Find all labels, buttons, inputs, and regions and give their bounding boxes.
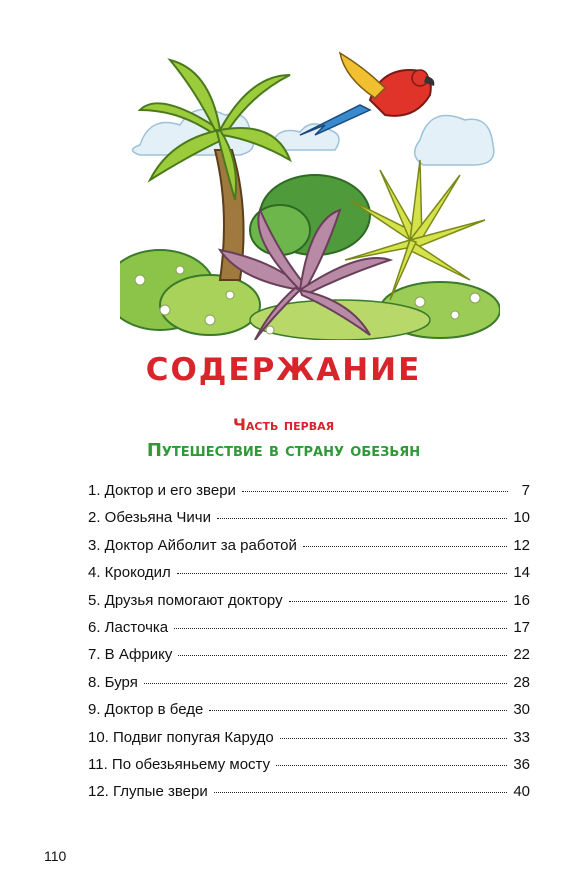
toc-item-page: 12 (513, 536, 530, 554)
parrot-icon (300, 53, 434, 135)
toc-item-label: 3. Доктор Айболит за работой (88, 536, 297, 554)
toc-leader-dots (178, 655, 507, 656)
page-number: 110 (44, 848, 67, 864)
toc-item-label: 2. Обезьяна Чичи (88, 509, 211, 527)
part-subtitle: Путешествие в страну обезьян (146, 440, 421, 461)
toc-item[interactable] (88, 674, 530, 701)
toc-leader-dots (217, 518, 507, 519)
toc-item-label: 10. Подвиг попугая Карудо (88, 728, 274, 746)
table-of-contents (88, 482, 530, 811)
toc-leader-dots (177, 573, 508, 574)
part-label: Часть первая (232, 415, 335, 434)
toc-item-page: 30 (513, 701, 530, 719)
toc-item-page: 14 (513, 564, 530, 582)
toc-item-label: 8. Буря (88, 673, 138, 691)
toc-item[interactable] (88, 646, 530, 673)
toc-leader-dots (289, 601, 508, 602)
toc-item-page: 36 (513, 755, 530, 773)
toc-item-label: 11. По обезьяньему мосту (88, 755, 271, 773)
toc-item-page: 17 (513, 618, 530, 636)
toc-item-page: 16 (513, 591, 530, 609)
toc-item[interactable] (88, 537, 530, 564)
toc-item-page: 22 (513, 646, 530, 664)
toc-item[interactable] (88, 509, 530, 536)
toc-item[interactable] (88, 756, 530, 783)
toc-leader-dots (174, 628, 507, 629)
toc-item[interactable] (88, 592, 530, 619)
toc-item[interactable] (88, 783, 530, 810)
toc-item-page: 33 (513, 728, 530, 746)
toc-leader-dots (209, 710, 507, 711)
page-title: СОДЕРЖАНИЕ (145, 352, 422, 388)
toc-item[interactable] (88, 564, 530, 591)
toc-item[interactable] (88, 701, 530, 728)
toc-item[interactable] (88, 619, 530, 646)
toc-leader-dots (144, 683, 507, 684)
toc-item-label: 12. Глупые звери (88, 783, 208, 801)
toc-item-label: 6. Ласточка (88, 618, 169, 636)
toc-leader-dots (303, 546, 507, 547)
toc-leader-dots (242, 491, 508, 492)
toc-item-page: 40 (513, 783, 530, 801)
toc-item-page: 10 (513, 509, 530, 527)
toc-item-label: 9. Доктор в беде (88, 701, 204, 719)
toc-leader-dots (214, 792, 508, 793)
toc-leader-dots (276, 765, 507, 766)
toc-item[interactable] (88, 482, 530, 509)
toc-item-page: 7 (521, 482, 530, 499)
toc-item-page: 28 (513, 673, 530, 691)
toc-item-label: 4. Крокодил (88, 564, 171, 582)
toc-item-label: 5. Друзья помогают доктору (88, 591, 283, 609)
toc-item-label: 1. Доктор и его звери (88, 482, 236, 499)
toc-item-label: 7. В Африку (88, 646, 173, 664)
toc-item[interactable] (88, 729, 530, 756)
toc-leader-dots (280, 738, 508, 739)
jungle-illustration (120, 40, 500, 340)
